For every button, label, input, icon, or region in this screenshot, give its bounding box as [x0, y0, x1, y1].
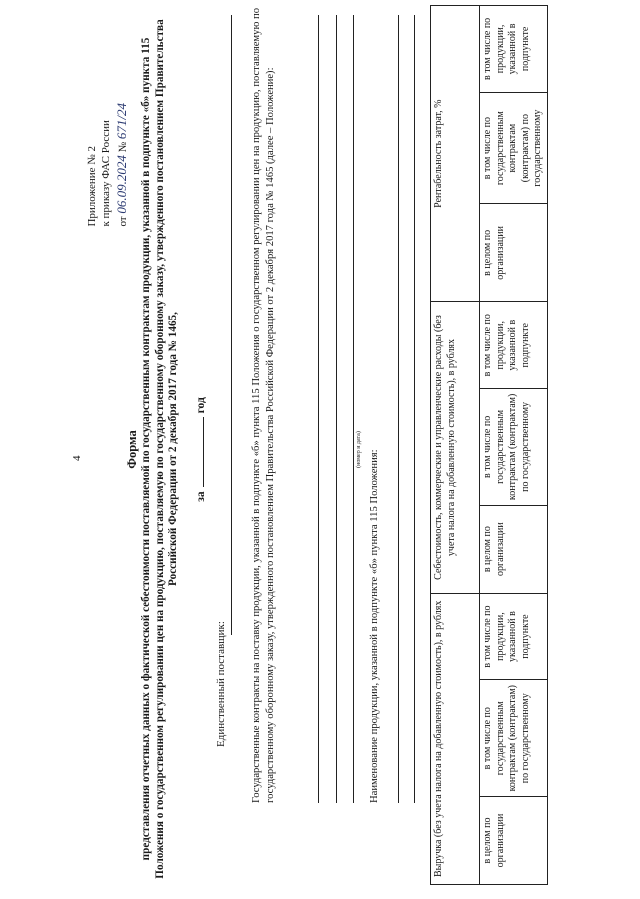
header-revenue: Выручка (без учета налога на добавленную стоимость), в рублях: [431, 593, 480, 884]
table-subheader-row: [480, 6, 548, 885]
subheader-cell: в целом по организации: [480, 796, 548, 884]
page-number: 4: [71, 455, 83, 461]
form-heading: представления отчетных данных о фактической себестоимости поставляемой по государственным контрактам продукции, указанной в подпункте «б» пункта 115 Положения о государственном регулировании цен на продукцию, поставляемую по государственному оборонному заказу, утвержденного постановлением Правительства Российской Федерации от 2 декабря 2017 года № 1465,: [140, 19, 180, 879]
handwritten-order-number: 671/24: [113, 103, 129, 140]
data-table: [430, 5, 548, 885]
year-blank: [203, 417, 204, 487]
subheader-cell: в том числе по государственным контрактам (контрактам) по государственному: [480, 680, 548, 797]
table-header-row: [431, 6, 480, 885]
header-cost: Себестоимость, коммерческие и управленческие расходы (без учета налога на добавленную стоимость), в рублях: [431, 302, 480, 593]
subheader-cell: в том числе по продукции, указанной в подпункте: [480, 593, 548, 680]
appendix-block: [86, 103, 130, 227]
contracts-paragraph: Государственные контракты на поставку продукции, указанной в подпункте «б» пункта 115 Положения о государственном регулировании цен на продукцию, поставляемую по государственному оборонному заказу, утвержденного постановлением Правительства Российской Федерации от 2 декабря 2017 года № 1465 (далее – Положение):: [251, 8, 276, 803]
header-profitability: Рентабельность затрат, %: [431, 6, 480, 302]
number-date-caption: (номер и дата): [356, 431, 362, 468]
subheader-cell: в том числе по продукции, указанной в подпункте: [480, 6, 548, 93]
contracts-line-2: [336, 15, 337, 803]
product-line-1: [398, 15, 399, 803]
subheader-cell: в том числе по продукции, указанной в подпункте: [480, 302, 548, 389]
period-line: загод: [195, 397, 207, 502]
subheader-cell: в целом по организации: [480, 505, 548, 593]
product-line-2: [414, 15, 415, 803]
subheader-cell: в том числе по государственным контрактам (контрактам) по государственному: [480, 389, 548, 506]
form-title: Форма: [125, 430, 139, 469]
supplier-line: [231, 15, 232, 635]
contracts-line-3: [353, 15, 354, 803]
appendix-label: Приложение № 2: [86, 146, 98, 227]
subheader-cell: в целом по организации: [480, 204, 548, 302]
supplier-label: Единственный поставщик:: [215, 621, 227, 747]
subheader-cell: в том числе по государственным контрактам (контрактам) по государственному: [480, 92, 548, 204]
handwritten-date: 06.09.2024: [113, 155, 129, 214]
appendix-date-line: от 06.09.2024 № 671/24: [113, 103, 129, 227]
product-name-label: Наименование продукции, указанной в подпункте «б» пункта 115 Положения:: [369, 449, 380, 803]
appendix-order: к приказу ФАС России: [99, 120, 112, 227]
contracts-line-1: [318, 15, 319, 803]
